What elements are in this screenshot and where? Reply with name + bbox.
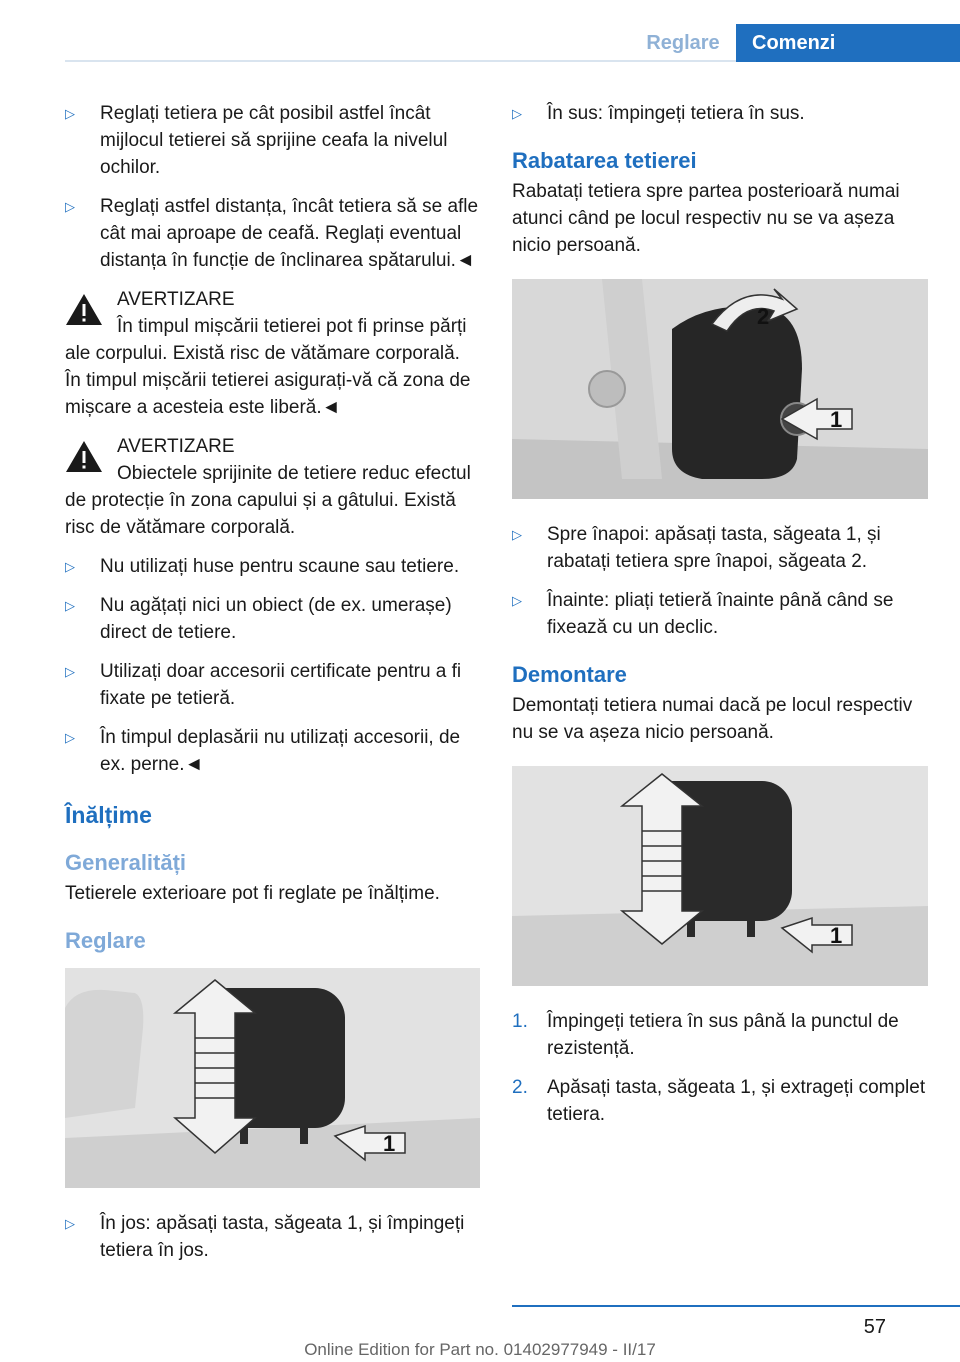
warning-icon xyxy=(65,292,103,326)
triangle-bullet-icon: ▷ xyxy=(65,199,75,214)
list-item: ▷ Spre înapoi: apăsați tasta, săgeata 1, și rabatați tetiera spre înapoi, săgeata 2. xyxy=(512,521,928,575)
subheading-adjust: Reglare xyxy=(65,928,146,953)
numbered-step: 2. Apăsați tasta, săgeata 1, și extrageți complet tetiera. xyxy=(512,1074,928,1128)
triangle-bullet-icon: ▷ xyxy=(65,1216,75,1231)
header-tab-section[interactable]: Reglare xyxy=(646,32,720,54)
triangle-bullet-icon: ▷ xyxy=(512,593,522,608)
left-column xyxy=(65,100,480,1276)
headrest-height-illustration xyxy=(65,968,480,1188)
list-item: ▷ Utilizați doar accesorii certificate pentru a fi fixate pe tetieră. xyxy=(65,658,480,712)
footer-rule xyxy=(512,1305,960,1307)
list-item: ▷ Reglați tetiera pe cât posibil astfel încât mijlocul tetierei să sprijine ceafa la nivelul ochilor. xyxy=(65,100,480,181)
triangle-bullet-icon: ▷ xyxy=(512,527,522,542)
subheading-general: Generalități xyxy=(65,850,187,875)
list-item: ▷ Reglați astfel distanța, încât tetiera să se afle cât mai aproape de ceafă. Reglați eventual distanța în funcție de înclinarea spătarului.◄ xyxy=(65,193,480,274)
section-heading-height: Înălțime xyxy=(65,802,152,828)
step-number: 1. xyxy=(512,1011,528,1032)
numbered-step: 1. Împingeți tetiera în sus până la punctul de rezistență. xyxy=(512,1008,928,1062)
figure-label: 1 xyxy=(830,923,843,948)
edition-footer: Online Edition for Part no. 01402977949 - II/17 xyxy=(304,1340,656,1359)
triangle-bullet-icon: ▷ xyxy=(65,598,75,613)
list-item: ▷ Înainte: pliați tetieră înainte până când se fixează cu un declic. xyxy=(512,587,928,641)
right-column xyxy=(512,100,928,1140)
figure-label: 2 xyxy=(757,304,770,329)
list-item: ▷ În timpul deplasării nu utilizați accesorii, de ex. perne.◄ xyxy=(65,724,480,778)
list-item: ▷ În sus: împingeți tetiera în sus. xyxy=(512,100,928,127)
warning-text: În timpul mișcării tetierei pot fi prinse părți ale corpului. Există risc de vătămare corporală. În timpul mișcării tetierei asigurați-vă că zona de mișcare a acesteia este liberă.◄ xyxy=(65,316,471,418)
figure-label: 1 xyxy=(383,1131,396,1156)
headrest-remove-illustration xyxy=(512,766,928,986)
triangle-bullet-icon: ▷ xyxy=(65,730,75,745)
figure-label: 1 xyxy=(830,407,843,432)
list-item: ▷ În jos: apăsați tasta, săgeata 1, și împingeți tetiera în jos. xyxy=(65,1210,480,1264)
list-item: ▷ Nu utilizați huse pentru scaune sau tetiere. xyxy=(65,553,480,580)
triangle-bullet-icon: ▷ xyxy=(512,106,522,121)
headrest-fold-illustration xyxy=(512,279,928,499)
step-number: 2. xyxy=(512,1077,528,1098)
header-tab-chapter[interactable]: Comenzi xyxy=(736,24,960,62)
fold-paragraph: Rabatați tetiera spre partea posterioară numai atunci când pe locul respectiv nu se va așeza nicio persoană. xyxy=(512,181,900,256)
warning-title: AVERTIZARE xyxy=(117,289,235,310)
warning-text: Obiectele sprijinite de tetiere reduc efectul de protecție în zona capului și a gâtului. Există risc de vătămare corporală. xyxy=(65,463,471,538)
warning-block xyxy=(65,433,480,541)
remove-paragraph: Demontați tetiera numai dacă pe locul respectiv nu se va așeza nicio persoană. xyxy=(512,695,913,743)
triangle-bullet-icon: ▷ xyxy=(65,559,75,574)
section-heading-fold: Rabatarea tetierei xyxy=(512,148,697,173)
warning-block xyxy=(65,286,480,421)
triangle-bullet-icon: ▷ xyxy=(65,664,75,679)
general-paragraph: Tetierele exterioare pot fi reglate pe înălțime. xyxy=(65,883,440,904)
triangle-bullet-icon: ▷ xyxy=(65,106,75,121)
warning-title: AVERTIZARE xyxy=(117,436,235,457)
warning-icon xyxy=(65,439,103,473)
section-heading-remove: Demontare xyxy=(512,662,627,687)
list-item: ▷ Nu agățați nici un obiect (de ex. umerașe) direct de tetiere. xyxy=(65,592,480,646)
page-number: 57 xyxy=(863,1316,886,1338)
